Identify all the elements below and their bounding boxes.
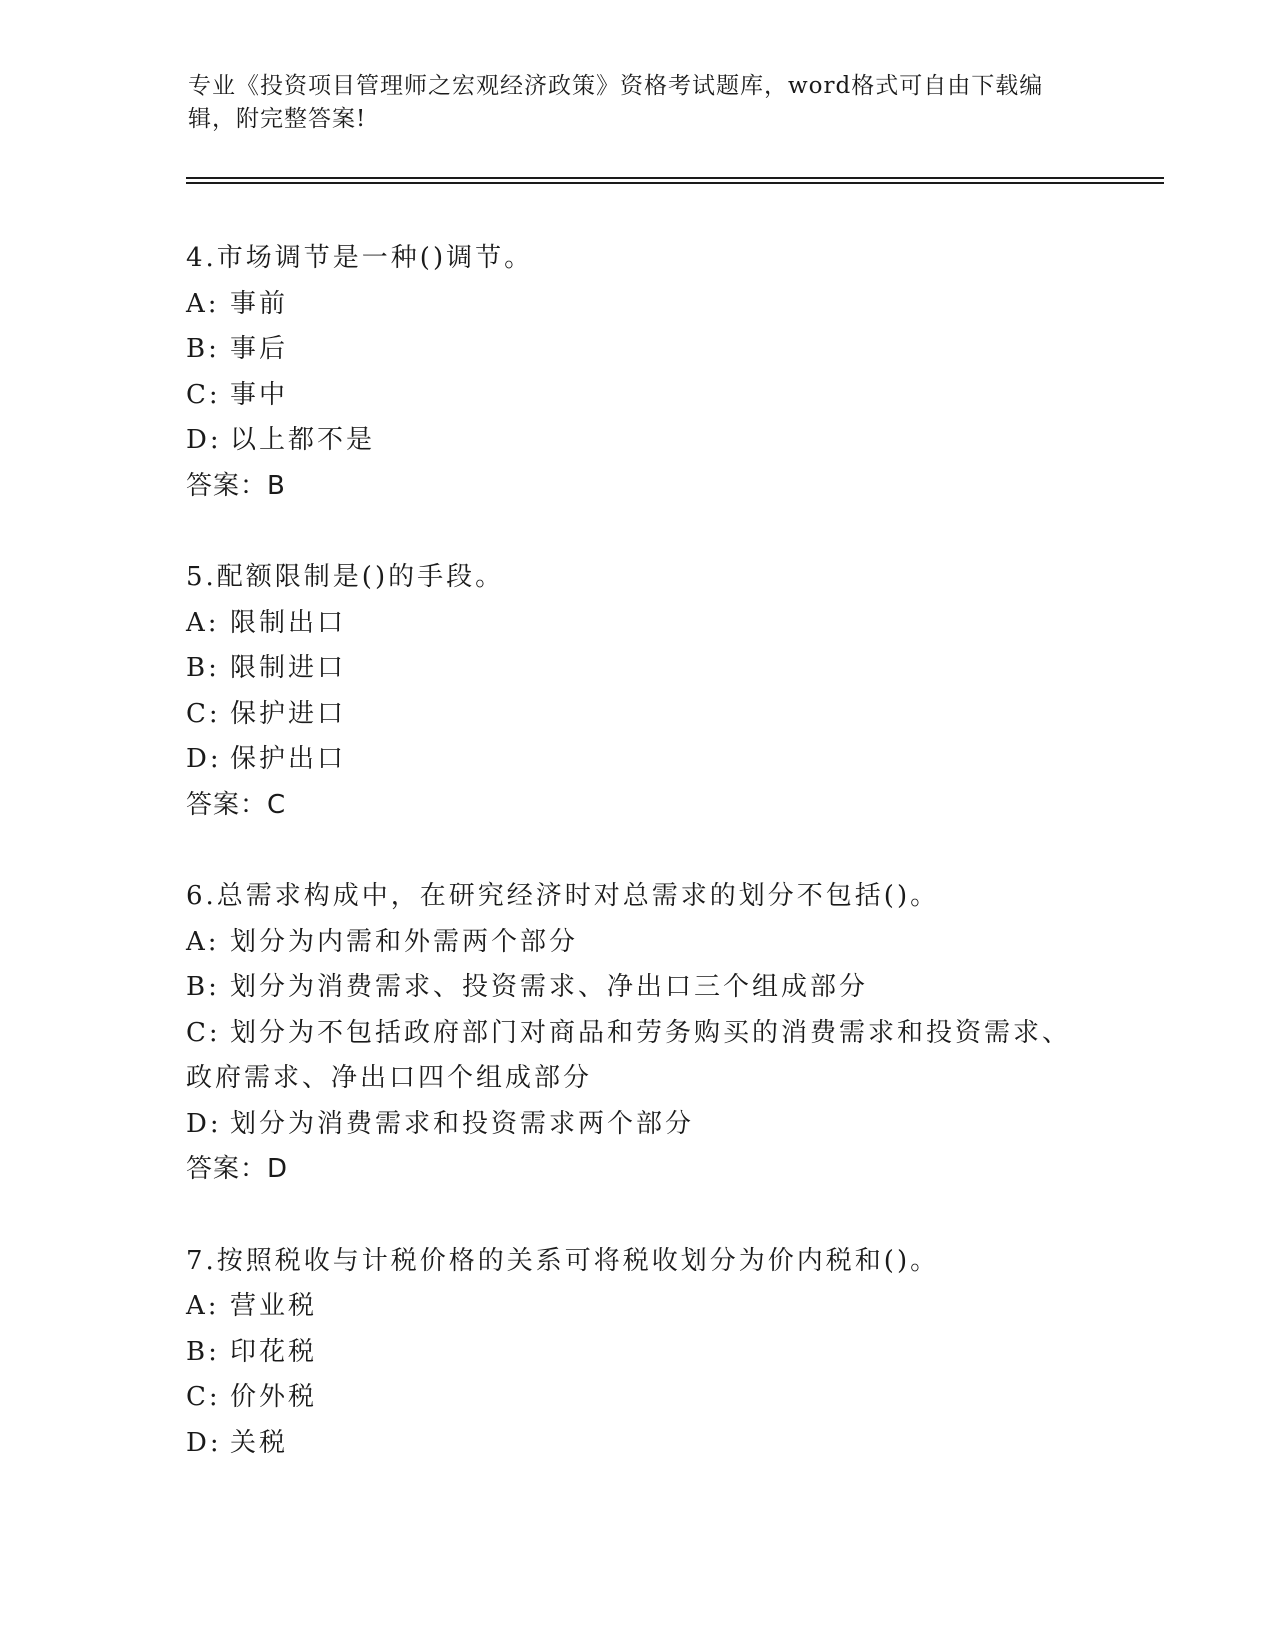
option-label: C:: [186, 379, 221, 410]
option-label: C:: [186, 1382, 221, 1412]
option-text: 限制出口: [230, 607, 347, 638]
question-4: [186, 236, 1086, 509]
answer-line: 答案：B: [186, 470, 286, 501]
answer-line: 答案：C: [186, 789, 287, 820]
option-label: C:: [186, 1017, 221, 1048]
option-label: D:: [186, 1108, 222, 1139]
option-text: 限制进口: [230, 653, 347, 683]
option-text: 营业税: [230, 1291, 318, 1321]
option-label: A:: [186, 926, 220, 957]
option-label: B:: [186, 1336, 220, 1367]
document-header: 专业《投资项目管理师之宏观经济政策》资格考试题库，word格式可自由下载编辑，附完整答案!: [188, 73, 1044, 132]
option-text: 事中: [230, 379, 289, 410]
option-d: [186, 737, 1086, 783]
option-text: 事后: [230, 334, 289, 364]
option-label: B:: [186, 972, 220, 1002]
option-text: 价外税: [230, 1382, 318, 1412]
question-stem: 7.按照税收与计税价格的关系可将税收划分为价内税和()。: [186, 1245, 940, 1276]
option-c: [186, 1375, 1086, 1421]
option-c: [186, 373, 1086, 419]
option-label: A:: [186, 607, 220, 638]
question-stem: 5.配额限制是()的手段。: [186, 562, 505, 592]
option-label: B:: [186, 653, 220, 683]
header-divider-top: [186, 177, 1164, 179]
option-text: 事前: [230, 288, 289, 319]
answer-line: 答案：D: [186, 1154, 289, 1184]
option-text: 以上都不是: [230, 425, 376, 455]
option-text: 印花税: [230, 1336, 318, 1367]
option-d: [186, 418, 1086, 464]
question-stem: 6.总需求构成中，在研究经济时对总需求的划分不包括()。: [186, 881, 940, 911]
option-b: [186, 327, 1086, 373]
question-7: [186, 1239, 1086, 1467]
question-6: [186, 874, 1086, 1193]
option-label: B:: [186, 334, 220, 364]
option-text: 关税: [230, 1427, 289, 1458]
option-b: [186, 1330, 1086, 1376]
option-a: [186, 601, 1086, 647]
option-text: 保护出口: [230, 744, 347, 774]
question-stem: 4.市场调节是一种()调节。: [186, 243, 534, 273]
option-b: [186, 646, 1086, 692]
option-a: [186, 282, 1086, 328]
option-text: 划分为不包括政府部门对商品和劳务购买的消费需求和投资需求、政府需求、净出口四个组成部分: [186, 1017, 1072, 1093]
option-text: 划分为消费需求、投资需求、净出口三个组成部分: [230, 972, 869, 1002]
option-a: [186, 920, 1086, 966]
option-text: 保护进口: [230, 698, 347, 729]
option-label: D:: [186, 744, 222, 774]
header-divider-bottom: [186, 182, 1164, 184]
question-5: [186, 555, 1086, 828]
option-d: [186, 1421, 1086, 1467]
option-c: [186, 1011, 1086, 1102]
option-label: A:: [186, 1291, 220, 1321]
option-label: D:: [186, 425, 222, 455]
option-text: 划分为内需和外需两个部分: [230, 926, 579, 957]
option-label: D:: [186, 1427, 222, 1458]
option-d: [186, 1102, 1086, 1148]
option-label: C:: [186, 698, 221, 729]
option-b: [186, 965, 1086, 1011]
option-text: 划分为消费需求和投资需求两个部分: [230, 1108, 695, 1139]
question-list: [186, 236, 1086, 1512]
option-c: [186, 692, 1086, 738]
option-label: A:: [186, 288, 220, 319]
option-a: [186, 1284, 1086, 1330]
